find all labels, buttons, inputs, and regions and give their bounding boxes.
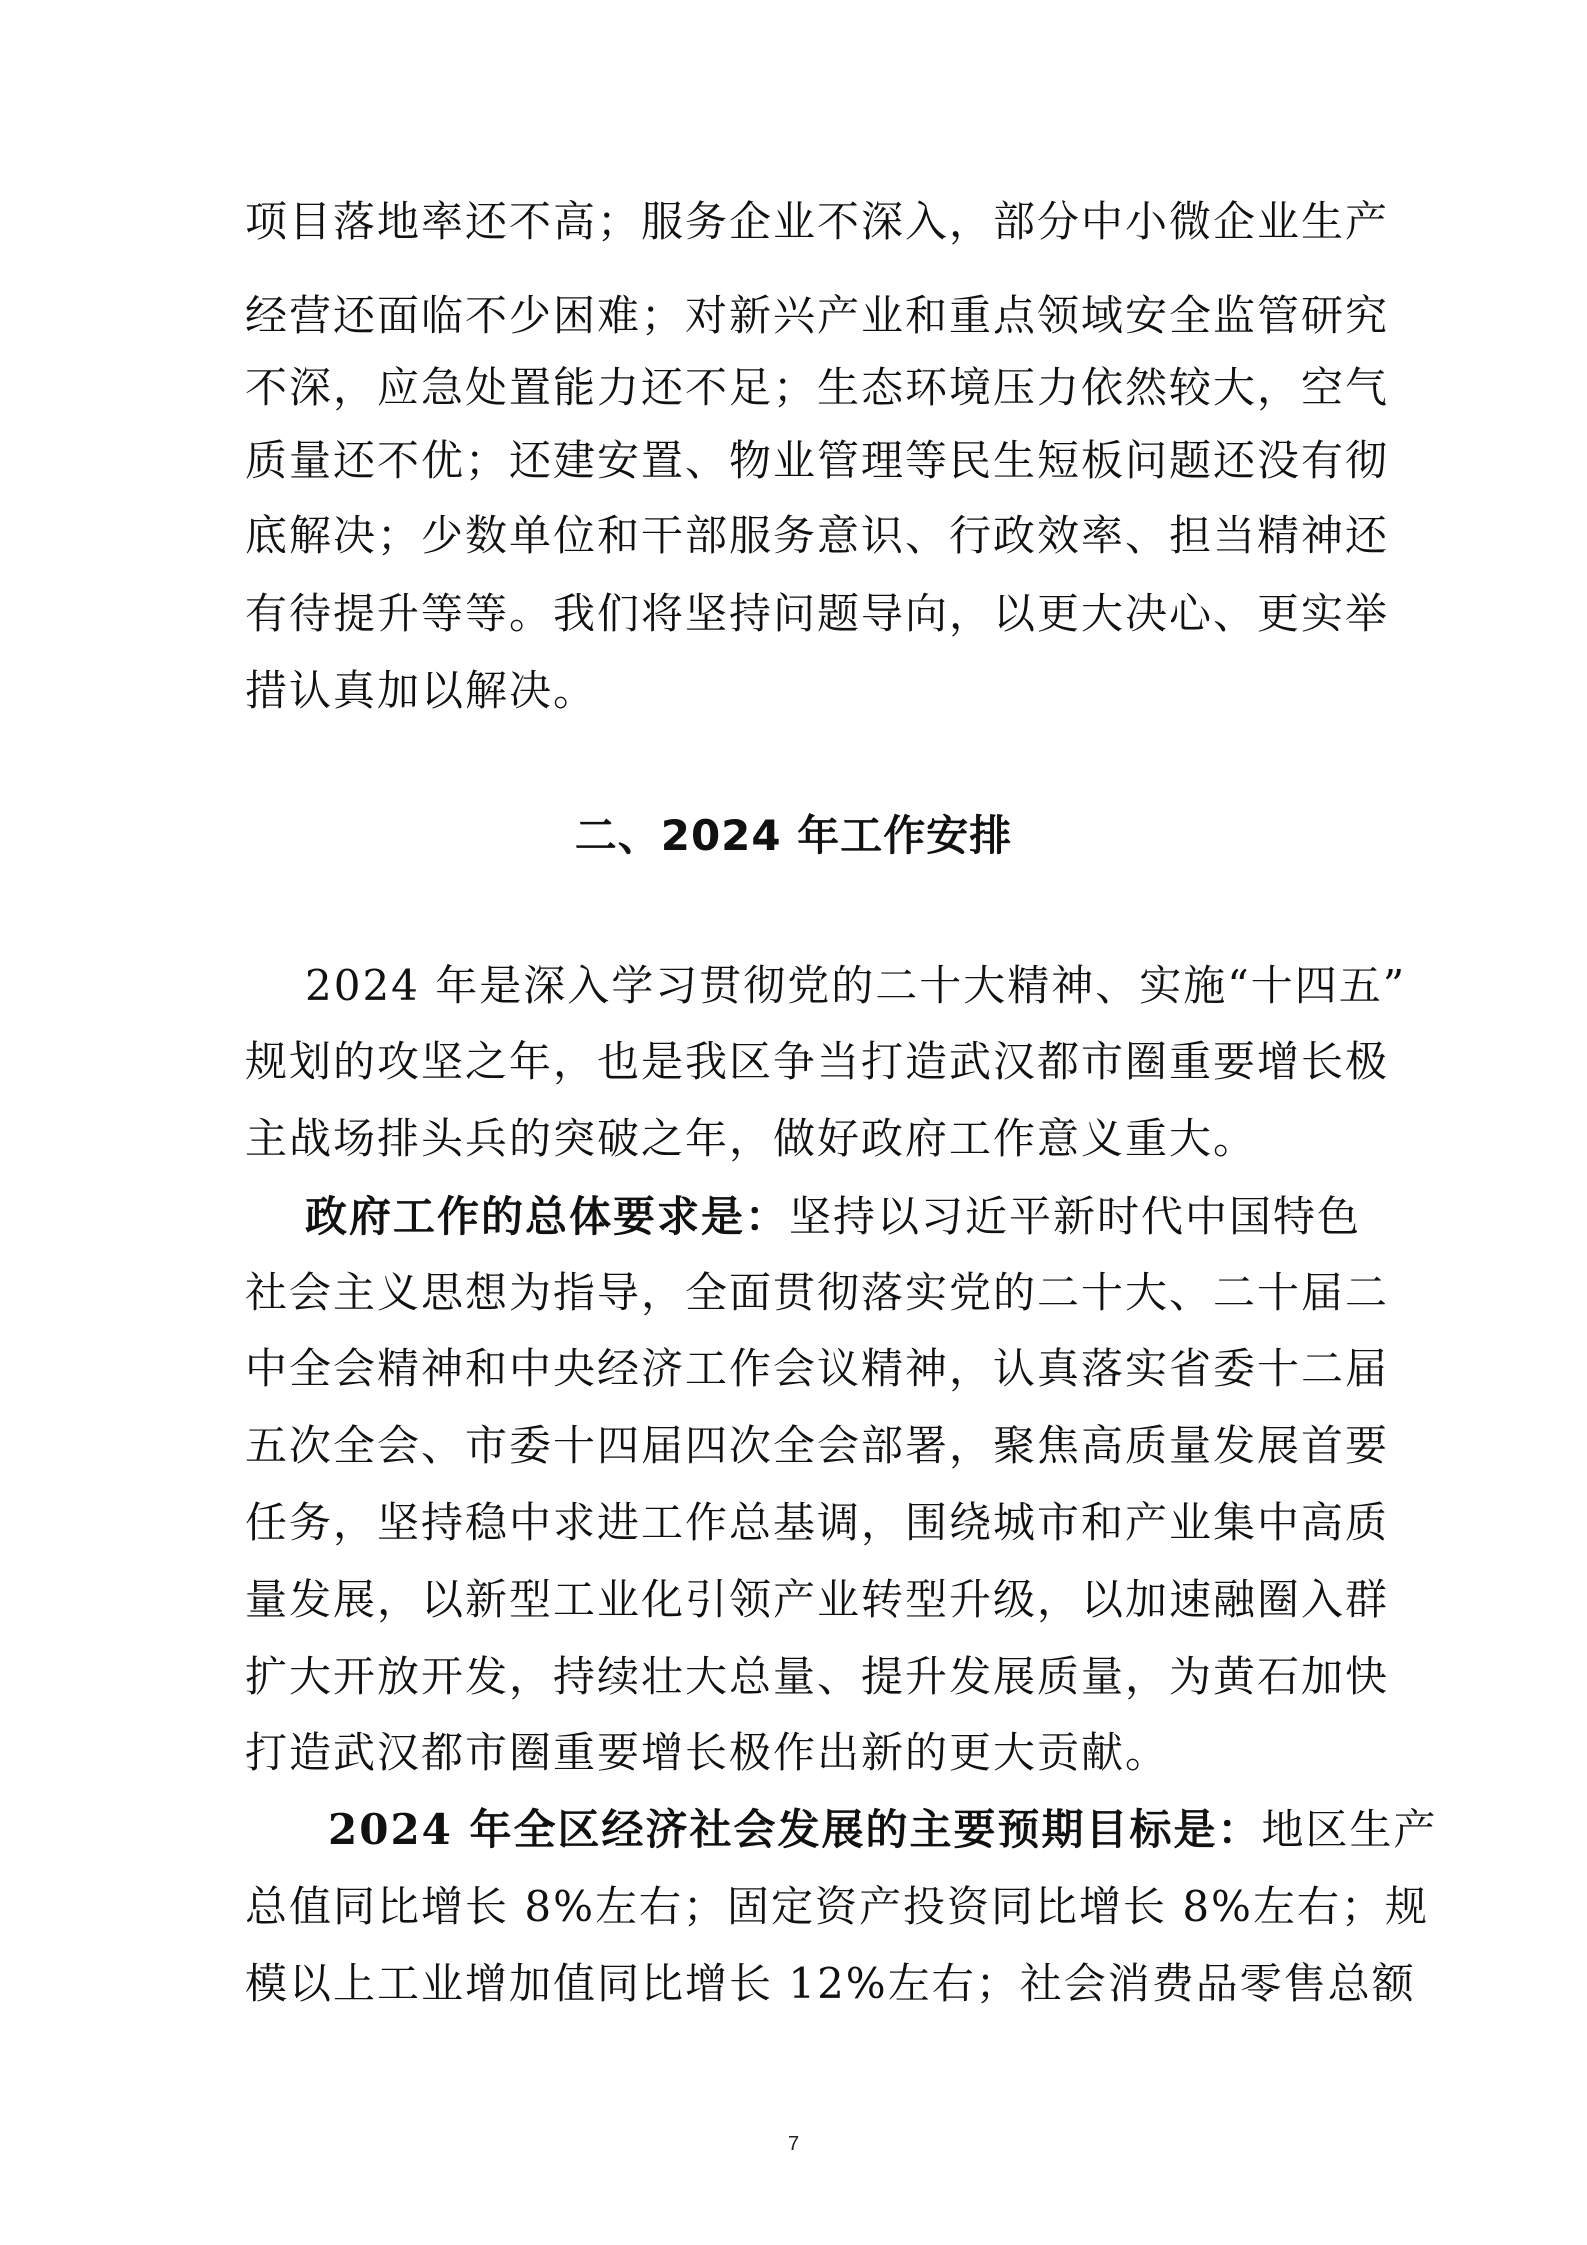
paragraph3-line-4: 五次全会、市委十四届四次全会部署，聚焦高质量发展首要 [245, 1421, 1390, 1470]
section-heading: 二、2024 年工作安排 [574, 811, 1013, 860]
page-number: 7 [787, 2133, 800, 2155]
paragraph2-line-3: 主战场排头兵的突破之年，做好政府工作意义重大。 [245, 1114, 1258, 1163]
paragraph3-lead-bold: 政府工作的总体要求是： [305, 1192, 790, 1241]
paragraph4-line-2: 总值同比增长 8%左右；固定资产投资同比增长 8%左右；规 [245, 1882, 1429, 1931]
paragraph2-line-2: 规划的攻坚之年，也是我区争当打造武汉都市圈重要增长极 [245, 1037, 1390, 1086]
paragraph3-line-1 [305, 1191, 1415, 1243]
paragraph3-lead-rest: 坚持以习近平新时代中国特色 [789, 1192, 1362, 1241]
paragraph4-lead-bold: 2024 年全区经济社会发展的主要预期目标是： [328, 1805, 1262, 1854]
paragraph1-line-5: 底解决；少数单位和干部服务意识、行政效率、担当精神还 [245, 511, 1390, 560]
paragraph4-line-1 [328, 1804, 1438, 1856]
paragraph3-line-8: 打造武汉都市圈重要增长极作出新的更大贡献。 [245, 1728, 1170, 1777]
paragraph1-line-3: 不深，应急处置能力还不足；生态环境压力依然较大，空气 [245, 363, 1390, 412]
paragraph1-line-7: 措认真加以解决。 [245, 666, 598, 715]
paragraph1-line-6: 有待提升等等。我们将坚持问题导向，以更大决心、更实举 [245, 589, 1390, 638]
paragraph3-line-5: 任务，坚持稳中求进工作总基调，围绕城市和产业集中高质 [245, 1498, 1390, 1547]
paragraph1-line-2: 经营还面临不少困难；对新兴产业和重点领域安全监管研究 [245, 291, 1390, 340]
paragraph1-line-1: 项目落地率还不高；服务企业不深入，部分中小微企业生产 [245, 197, 1390, 246]
paragraph3-line-2: 社会主义思想为指导，全面贯彻落实党的二十大、二十届二 [245, 1268, 1390, 1317]
paragraph3-line-3: 中全会精神和中央经济工作会议精神，认真落实省委十二届 [245, 1344, 1390, 1393]
paragraph4-line-3: 模以上工业增加值同比增长 12%左右；社会消费品零售总额 [245, 1959, 1416, 2008]
paragraph1-line-4: 质量还不优；还建安置、物业管理等民生短板问题还没有彻 [245, 436, 1390, 485]
paragraph2-line-1: 2024 年是深入学习贯彻党的二十大精神、实施“十四五” [305, 961, 1407, 1010]
paragraph3-line-7: 扩大开放开发，持续壮大总量、提升发展质量，为黄石加快 [245, 1652, 1390, 1701]
paragraph3-line-6: 量发展，以新型工业化引领产业转型升级，以加速融圈入群 [245, 1575, 1390, 1624]
paragraph4-lead-rest: 地区生产 [1261, 1805, 1438, 1854]
